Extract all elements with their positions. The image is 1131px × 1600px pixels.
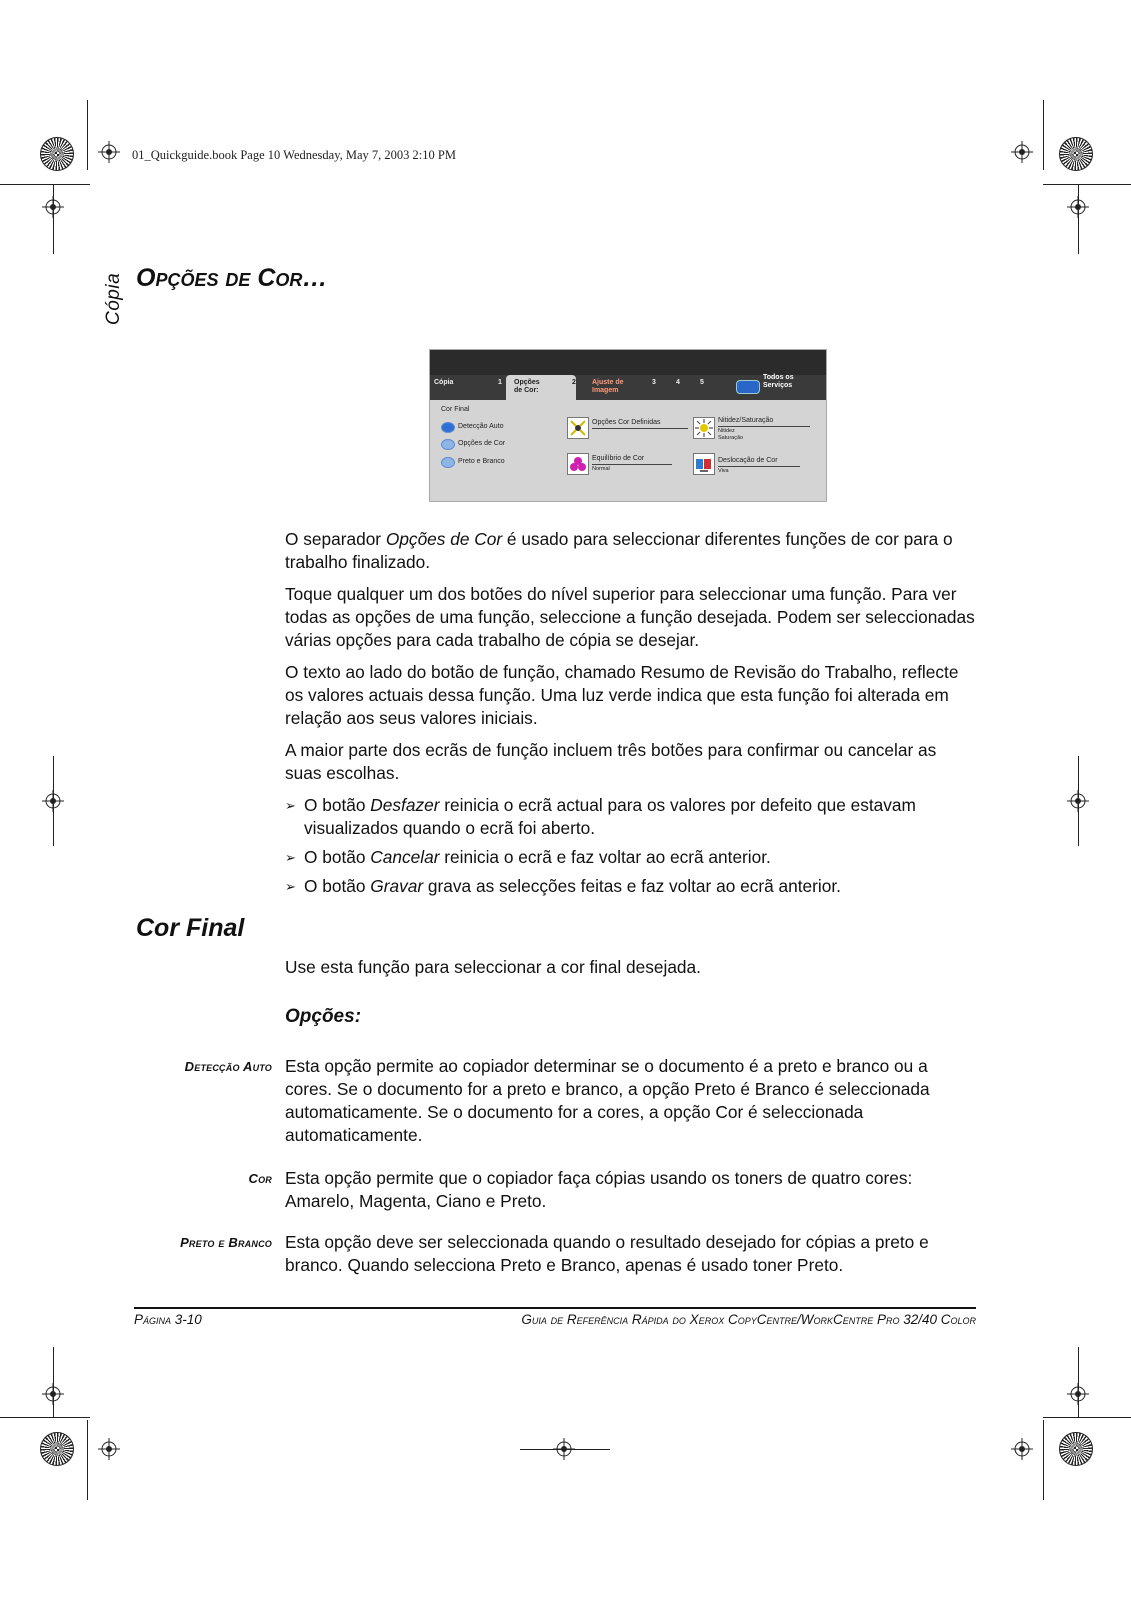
crosshair-icon [98, 141, 120, 163]
crosshair-icon [98, 1438, 120, 1460]
preset-colors-icon[interactable] [567, 417, 589, 439]
tab-color-options[interactable]: Opções de Cor: [514, 379, 540, 394]
option-text-color: Esta opção permite que o copiador faça cópias usando os toners de quatro cores: Amarelo, Magenta, Ciano e Preto. [285, 1168, 913, 1211]
group-title: Cor Final [441, 406, 470, 413]
tab-copy[interactable]: Cópia [434, 379, 454, 386]
intro-paragraph-4: A maior parte dos ecrãs de função incluem três botões para confirmar ou cancelar as suas escolhas. [285, 740, 937, 783]
all-services-icon[interactable] [736, 380, 760, 394]
section-heading: Cor Final [136, 914, 245, 942]
sharpness-label[interactable]: Nitidez/Saturação [718, 417, 774, 424]
options-heading: Opções: [285, 1006, 362, 1027]
bullet-undo: ➢ O botão Desfazer reinicia o ecrã actual para os valores por defeito que estavam visualizados quando o ecrã foi aberto. [285, 795, 916, 838]
tab-copy-num: 1 [498, 379, 502, 386]
radio-color-icon[interactable] [441, 439, 455, 450]
preset-colors-label[interactable]: Opções Cor Definidas [592, 419, 661, 426]
crosshair-icon [1011, 141, 1033, 163]
intro-paragraph-1: O separador Opções de Cor é usado para seleccionar diferentes funções de cor para o trabalho finalizado. [285, 529, 953, 572]
color-rosette-icon [40, 137, 74, 171]
footer-rule [134, 1307, 976, 1309]
intro-paragraph-3: O texto ao lado do botão de função, chamado Resumo de Revisão do Trabalho, reflecte os valores actuais dessa função. Uma luz verde indica que esta função foi alterada em relação aos seus valores iniciais. [285, 662, 959, 728]
print-slug: 01_Quickguide.book Page 10 Wednesday, May 7, 2003 2:10 PM [132, 148, 456, 162]
option-text-bw: Esta opção deve ser seleccionada quando o resultado desejado for cópias a preto e branco. Quando selecciona Preto e Branco, apenas é usado toner Preto. [285, 1232, 929, 1275]
color-shift-icon[interactable] [693, 453, 715, 475]
radio-bw-icon[interactable] [441, 457, 455, 468]
option-text-auto-detect: Esta opção permite ao copiador determinar se o documento é a preto e branco ou a cores. Se o documento for a preto e branco, a opção Preto é Branco é seleccionada automaticamente. Se o documento for a cores, a opção Cor é seleccionada automaticamente. [285, 1056, 930, 1145]
option-label-color: Cor [248, 1171, 272, 1186]
side-tab-label: Cópia [103, 272, 124, 325]
bullet-save: ➢ O botão Gravar grava as selecções feitas e faz voltar ao ecrã anterior. [285, 876, 841, 896]
color-shift-value: Viva [718, 468, 729, 474]
color-rosette-icon [40, 1432, 74, 1466]
page-title: Opções de Cor… [136, 264, 328, 292]
page-number: Página 3-10 [134, 1312, 202, 1327]
bullet-arrow-icon: ➢ [285, 879, 296, 894]
option-label-bw: Preto e Branco [180, 1235, 272, 1250]
color-balance-label[interactable]: Equilíbrio de Cor [592, 455, 645, 462]
color-rosette-icon [1059, 137, 1093, 171]
tab-image-adjust[interactable]: Ajuste de Imagem [592, 379, 624, 394]
color-balance-icon[interactable] [567, 453, 589, 475]
option-label-auto-detect: Detecção Auto [184, 1059, 272, 1074]
radio-color-label[interactable]: Opções de Cor [458, 440, 506, 447]
intro-paragraph-2: Toque qualquer um dos botões do nível superior para seleccionar uma função. Para ver todas as opções de uma função, seleccione a função desejada. Podem ser seleccionadas várias opções para cada trabalho de cópia se desejar. [285, 584, 975, 650]
crosshair-icon [1011, 1438, 1033, 1460]
section-intro: Use esta função para seleccionar a cor final desejada. [285, 957, 701, 977]
screen-topbar [430, 350, 826, 375]
bullet-arrow-icon: ➢ [285, 798, 296, 813]
tab-4-num[interactable]: 4 [676, 379, 680, 386]
bullet-cancel: ➢ O botão Cancelar reinicia o ecrã e faz voltar ao ecrã anterior. [285, 847, 771, 867]
sharpness-icon[interactable] [693, 417, 715, 439]
sharpness-value: Nitidez Saturação [718, 428, 744, 441]
radio-auto-detect-icon[interactable] [441, 422, 455, 433]
tab-color-options-num: 2 [572, 379, 576, 386]
color-balance-value: Normal [592, 466, 610, 472]
bullet-arrow-icon: ➢ [285, 850, 296, 865]
color-options-screen [429, 349, 827, 502]
tab-3-num: 3 [652, 379, 656, 386]
color-shift-label[interactable]: Deslocação de Cor [718, 457, 778, 464]
tab-5-num[interactable]: 5 [700, 379, 704, 386]
all-services-button[interactable]: Todos os Serviços [763, 374, 794, 389]
radio-auto-detect-label[interactable]: Detecção Auto [458, 423, 504, 430]
color-rosette-icon [1059, 1432, 1093, 1466]
guide-title: Guia de Referência Rápida do Xerox CopyCentre/WorkCentre Pro 32/40 Color [521, 1312, 976, 1327]
radio-bw-label[interactable]: Preto e Branco [458, 458, 505, 465]
